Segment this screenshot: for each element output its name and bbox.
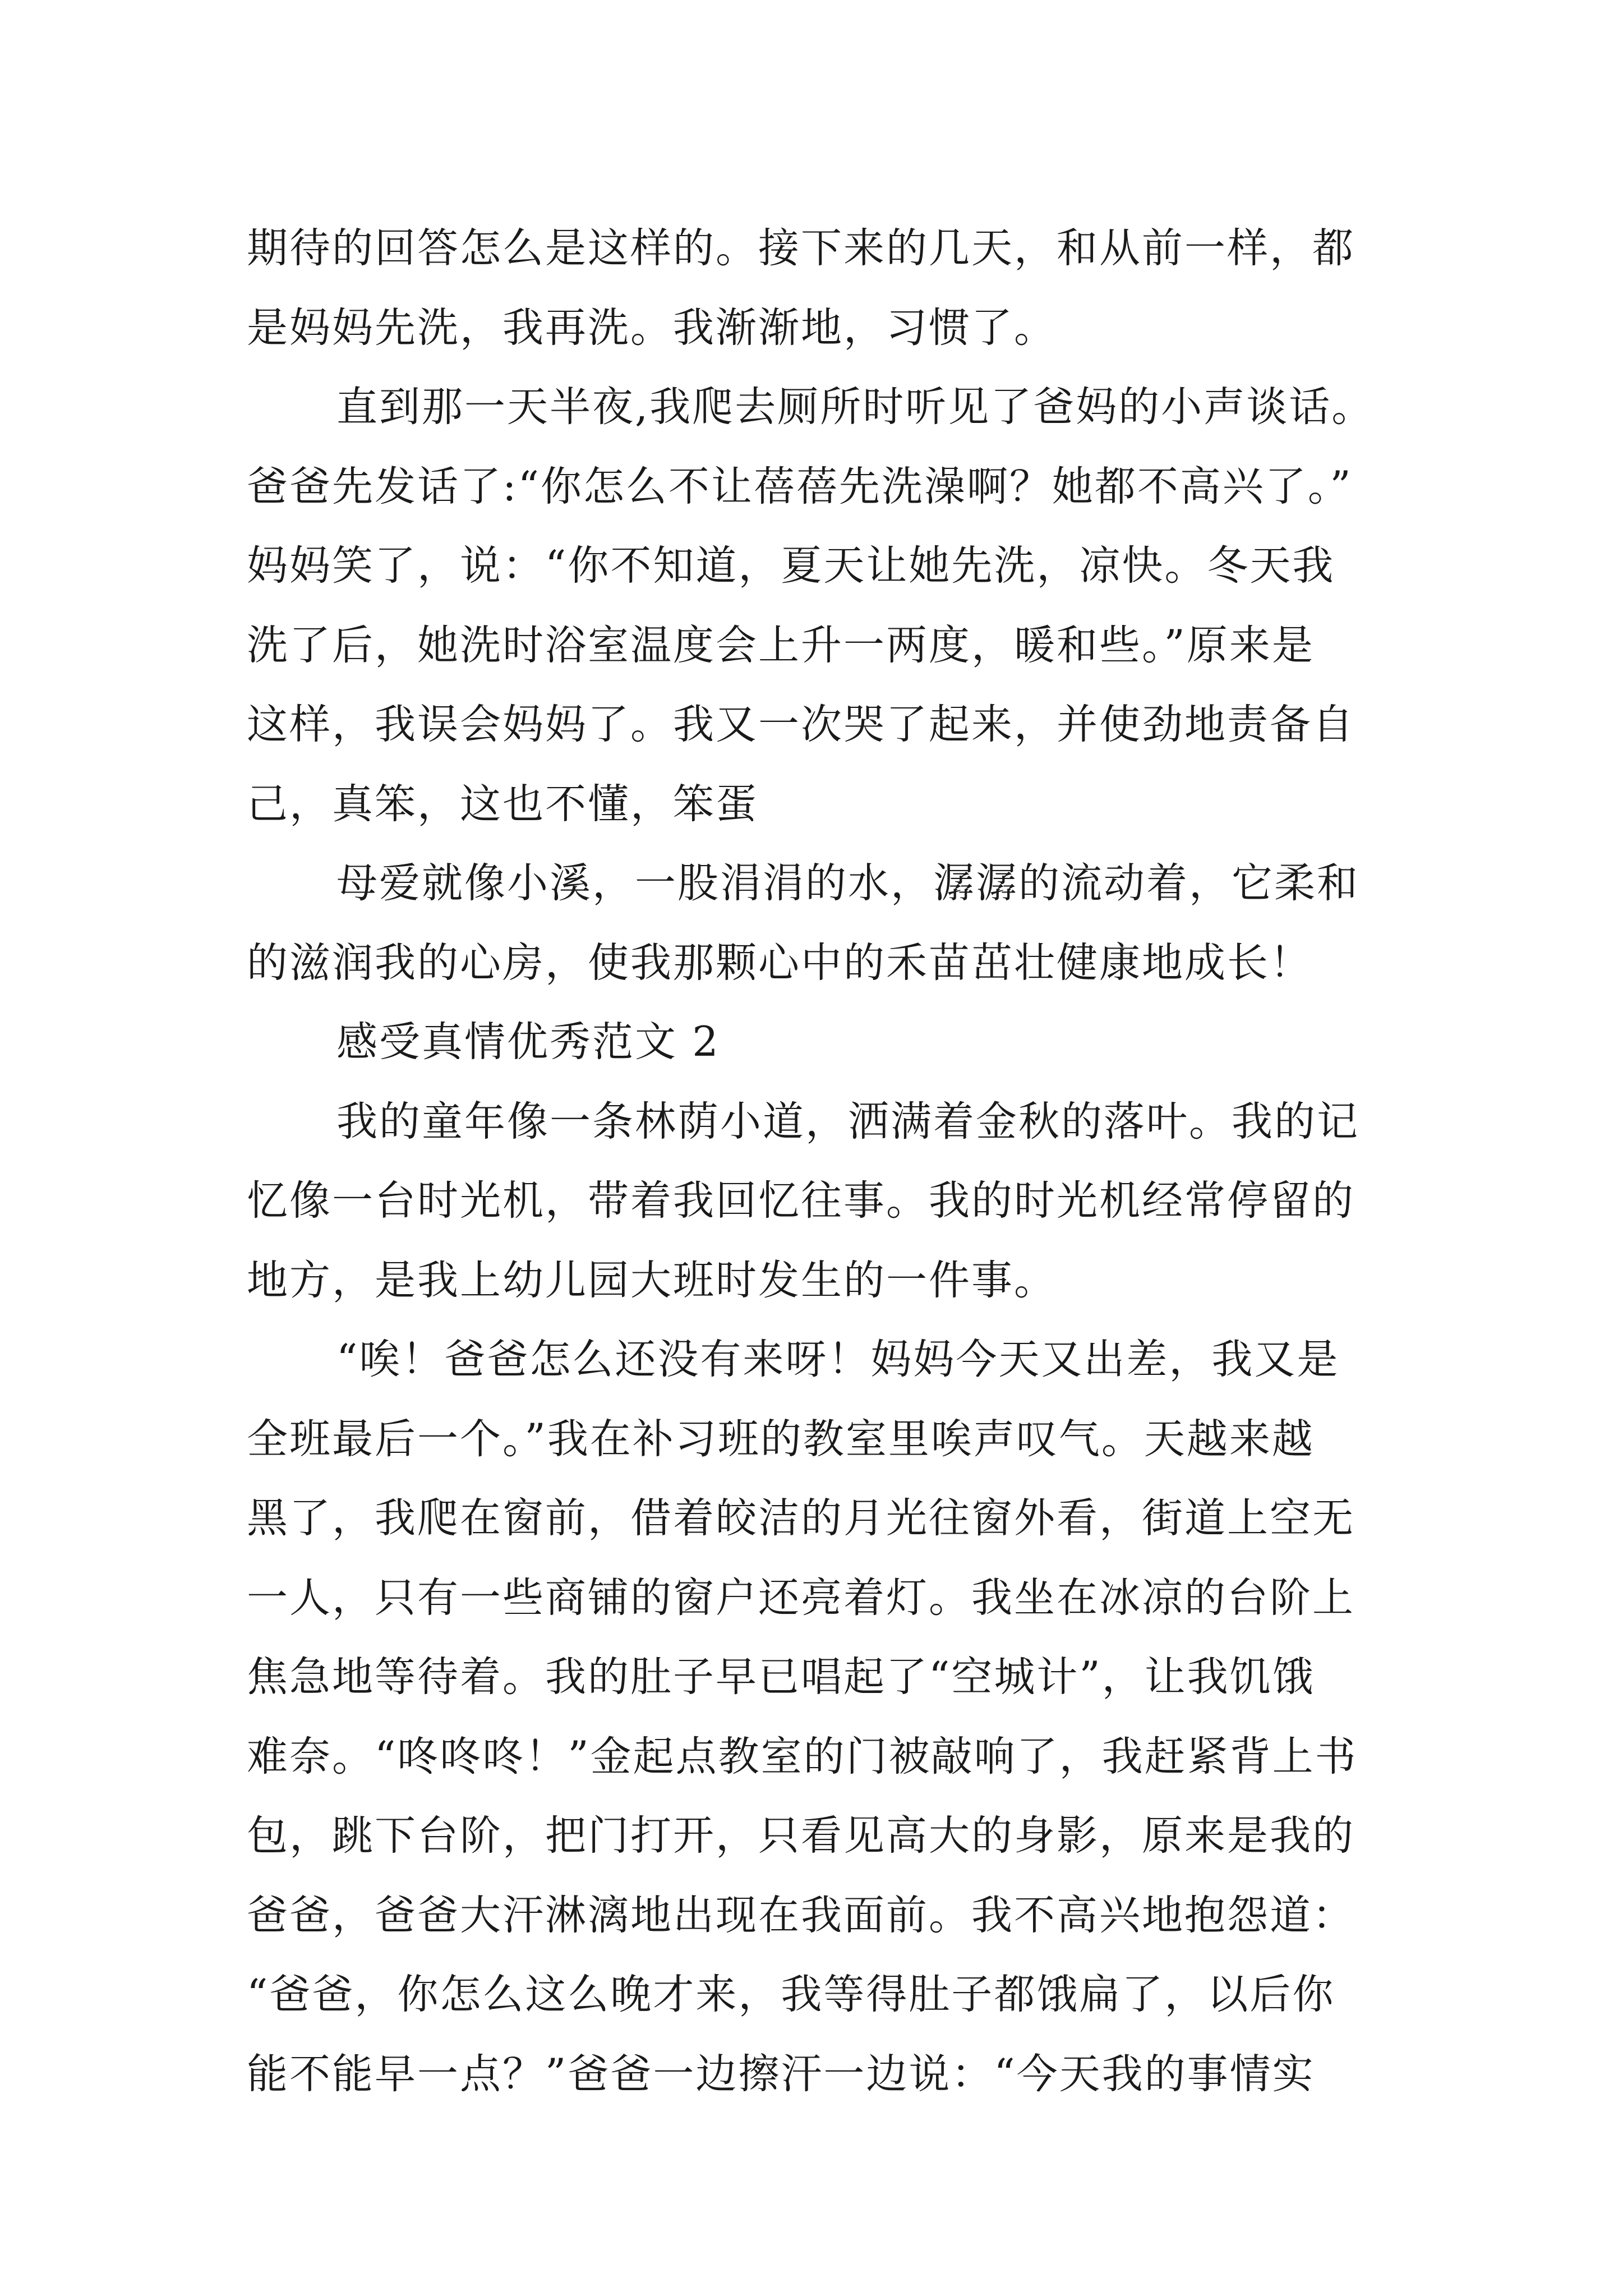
text-line: 妈妈笑了，说：“你不知道，夏天让她先洗，凉快。冬天我 bbox=[247, 542, 1335, 590]
text-line: 地方，是我上幼儿园大班时发生的一件事。 bbox=[247, 1256, 1057, 1304]
text-line: 的滋润我的心房，使我那颗心中的禾苗茁壮健康地成长！ bbox=[247, 938, 1312, 987]
text-line: 一人，只有一些商铺的窗户还亮着灯。我坐在冰凉的台阶上 bbox=[247, 1573, 1355, 1622]
text-line: 焦急地等待着。我的肚子早已唱起了“空城计”，让我饥饿 bbox=[247, 1653, 1315, 1701]
document-body bbox=[247, 209, 1380, 2114]
text-line: 是妈妈先洗，我再洗。我渐渐地，习惯了。 bbox=[247, 303, 1057, 352]
text-line: 爸爸先发话了:“你怎么不让蓓蓓先洗澡啊？她都不高兴了。” bbox=[247, 462, 1353, 510]
text-line: 洗了后，她洗时浴室温度会上升一两度，暖和些。”原来是 bbox=[247, 621, 1315, 669]
text-line: 这样，我误会妈妈了。我又一次哭了起来，并使劲地责备自 bbox=[247, 701, 1355, 748]
text-line: “爸爸，你怎么这么晚才来，我等得肚子都饿扁了，以后你 bbox=[247, 1971, 1335, 2018]
text-line: 感受真情优秀范文 2 bbox=[336, 1018, 720, 1066]
text-line: 己，真笨，这也不懂，笨蛋 bbox=[247, 780, 758, 828]
text-line: 忆像一台时光机，带着我回忆往事。我的时光机经常停留的 bbox=[247, 1177, 1355, 1225]
text-line: “唉！爸爸怎么还没有来呀！妈妈今天又出差，我又是 bbox=[336, 1336, 1340, 1383]
text-line: 期待的回答怎么是这样的。接下来的几天，和从前一样，都 bbox=[247, 224, 1355, 272]
text-line: 黑了，我爬在窗前，借着皎洁的月光往窗外看，街道上空无 bbox=[247, 1494, 1355, 1542]
text-line: 全班最后一个。”我在补习班的教室里唉声叹气。天越来越 bbox=[247, 1415, 1315, 1463]
text-line: 直到那一天半夜,我爬去厕所时听见了爸妈的小声谈话。 bbox=[336, 383, 1375, 431]
text-line: 母爱就像小溪，一股涓涓的水，潺潺的流动着，它柔和 bbox=[336, 859, 1359, 907]
text-line: 包，跳下台阶，把门打开，只看见高大的身影，原来是我的 bbox=[247, 1812, 1355, 1860]
text-line: 能不能早一点？”爸爸一边擦汗一边说：“今天我的事情实 bbox=[247, 2050, 1315, 2098]
text-line: 我的童年像一条林荫小道，洒满着金秋的落叶。我的记 bbox=[336, 1097, 1359, 1145]
text-line: 爸爸，爸爸大汗淋漓地出现在我面前。我不高兴地抱怨道： bbox=[247, 1891, 1355, 1939]
text-line: 难奈。“咚咚咚！”金起点教室的门被敲响了，我赶紧背上书 bbox=[247, 1732, 1358, 1780]
